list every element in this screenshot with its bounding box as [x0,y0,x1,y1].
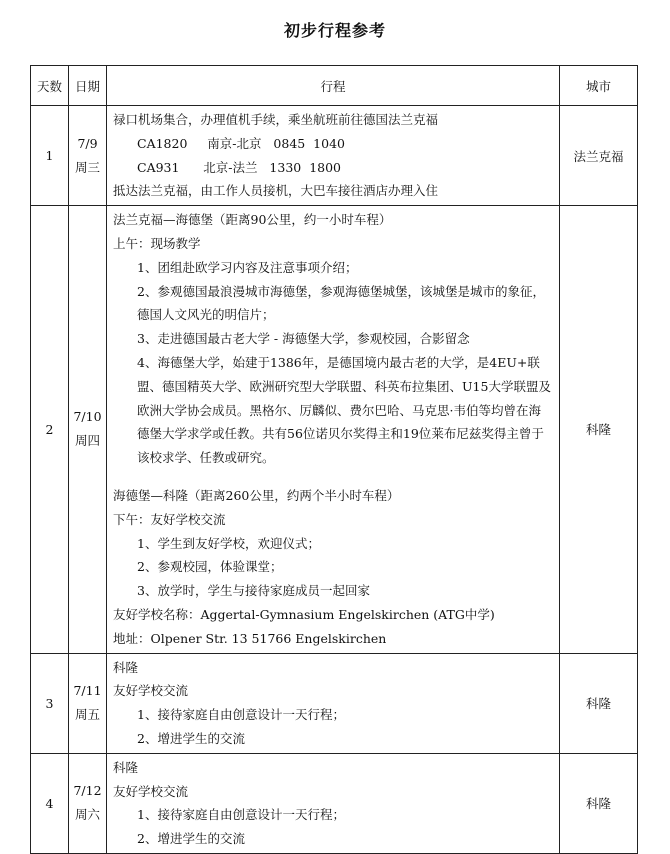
schedule-item: 3、放学时，学生与接待家庭成员一起回家 [137,583,370,599]
date-value: 7/12 [73,783,102,799]
city-cell: 科隆 [560,753,638,853]
schedule-line: 海德堡—科隆（距离260公里，约两个半小时车程） [113,487,400,503]
date-cell [69,206,107,653]
schedule-item: 2、增进学生的交流 [137,730,245,746]
header-row [31,66,638,106]
day-cell: 2 [31,206,69,653]
weekday-value: 周四 [74,433,100,449]
schedule-item: 2、参观德国最浪漫城市海德堡，参观海德堡城堡，该城堡是城市的象征，德国人文风光的明信片； [137,283,545,323]
schedule-cell [107,753,560,853]
city-cell: 法兰克福 [560,106,638,206]
schedule-cell [107,206,560,653]
schedule-line: 科隆 [113,759,139,775]
table-row [31,653,638,753]
date-cell [69,753,107,853]
header-date: 日期 [69,66,107,106]
day-cell: 3 [31,653,69,753]
schedule-line: 友好学校交流 [113,683,189,699]
table-row [31,106,638,206]
day-cell: 4 [31,753,69,853]
header-city: 城市 [560,66,638,106]
schedule-line: 下午：友好学校交流 [113,511,226,527]
flight-line: CA1820 南京-北京 0845 1040 [137,135,345,151]
date-value: 7/9 [77,135,98,151]
schedule-line: 科隆 [113,659,139,675]
city-cell: 科隆 [560,206,638,653]
schedule-item: 3、走进德国最古老大学 - 海德堡大学，参观校园，合影留念 [137,331,470,347]
schedule-line: 法兰克福—海德堡（距离90公里，约一小时车程） [113,212,392,228]
flight-line: CA931 北京-法兰 1330 1800 [137,159,342,175]
city-cell: 科隆 [560,653,638,753]
schedule-item: 2、参观校园，体验课堂； [137,559,283,575]
table-row [31,206,638,653]
schedule-line: 禄口机场集合，办理值机手续，乘坐航班前往德国法兰克福 [113,112,439,127]
date-cell [69,106,107,206]
schedule-line: 抵达法兰克福，由工作人员接机，大巴车接往酒店办理入住 [113,183,439,199]
header-schedule: 行程 [107,66,560,106]
table-row [31,753,638,853]
weekday-value: 周六 [74,807,100,823]
schedule-item: 4、海德堡大学，始建于1386年，是德国境内最古老的大学，是4EU+联盟、德国精英大学、欧洲研究型大学联盟、科英布拉集团、U15大学联盟及欧洲大学协会成员。黑格尔、厉麟似、费尔巴哈、马克思·韦伯等均曾在海德堡大学求学或任教。共有56位诺贝尔奖得主和19位莱布尼兹奖得主曾于该校求学、任教或研究。 [137,354,551,466]
date-value: 7/10 [73,409,102,425]
schedule-cell [107,653,560,753]
school-address: 地址：Olpener Str. 13 51766 Engelskirchen [113,630,387,646]
weekday-value: 周五 [74,707,100,723]
schedule-item: 1、学生到友好学校，欢迎仪式； [137,535,320,551]
page-title: 初步行程参考 [283,21,386,40]
schedule-item: 1、接待家庭自由创意设计一天行程； [137,807,345,823]
schedule-cell [107,106,560,206]
schedule-line: 上午：现场教学 [113,235,201,251]
schedule-item: 2、增进学生的交流 [137,831,245,847]
schedule-item: 1、接待家庭自由创意设计一天行程； [137,707,345,723]
weekday-value: 周三 [74,159,100,175]
schedule-item: 1、团组赴欧学习内容及注意事项介绍； [137,259,358,275]
school-name: 友好学校名称：Aggertal-Gymnasium Engelskirchen (ATG中学) [113,606,495,622]
header-day: 天数 [31,66,69,106]
itinerary-table [30,65,638,854]
day-cell: 1 [31,106,69,206]
date-cell [69,653,107,753]
date-value: 7/11 [73,683,102,699]
schedule-line: 友好学校交流 [113,783,189,799]
